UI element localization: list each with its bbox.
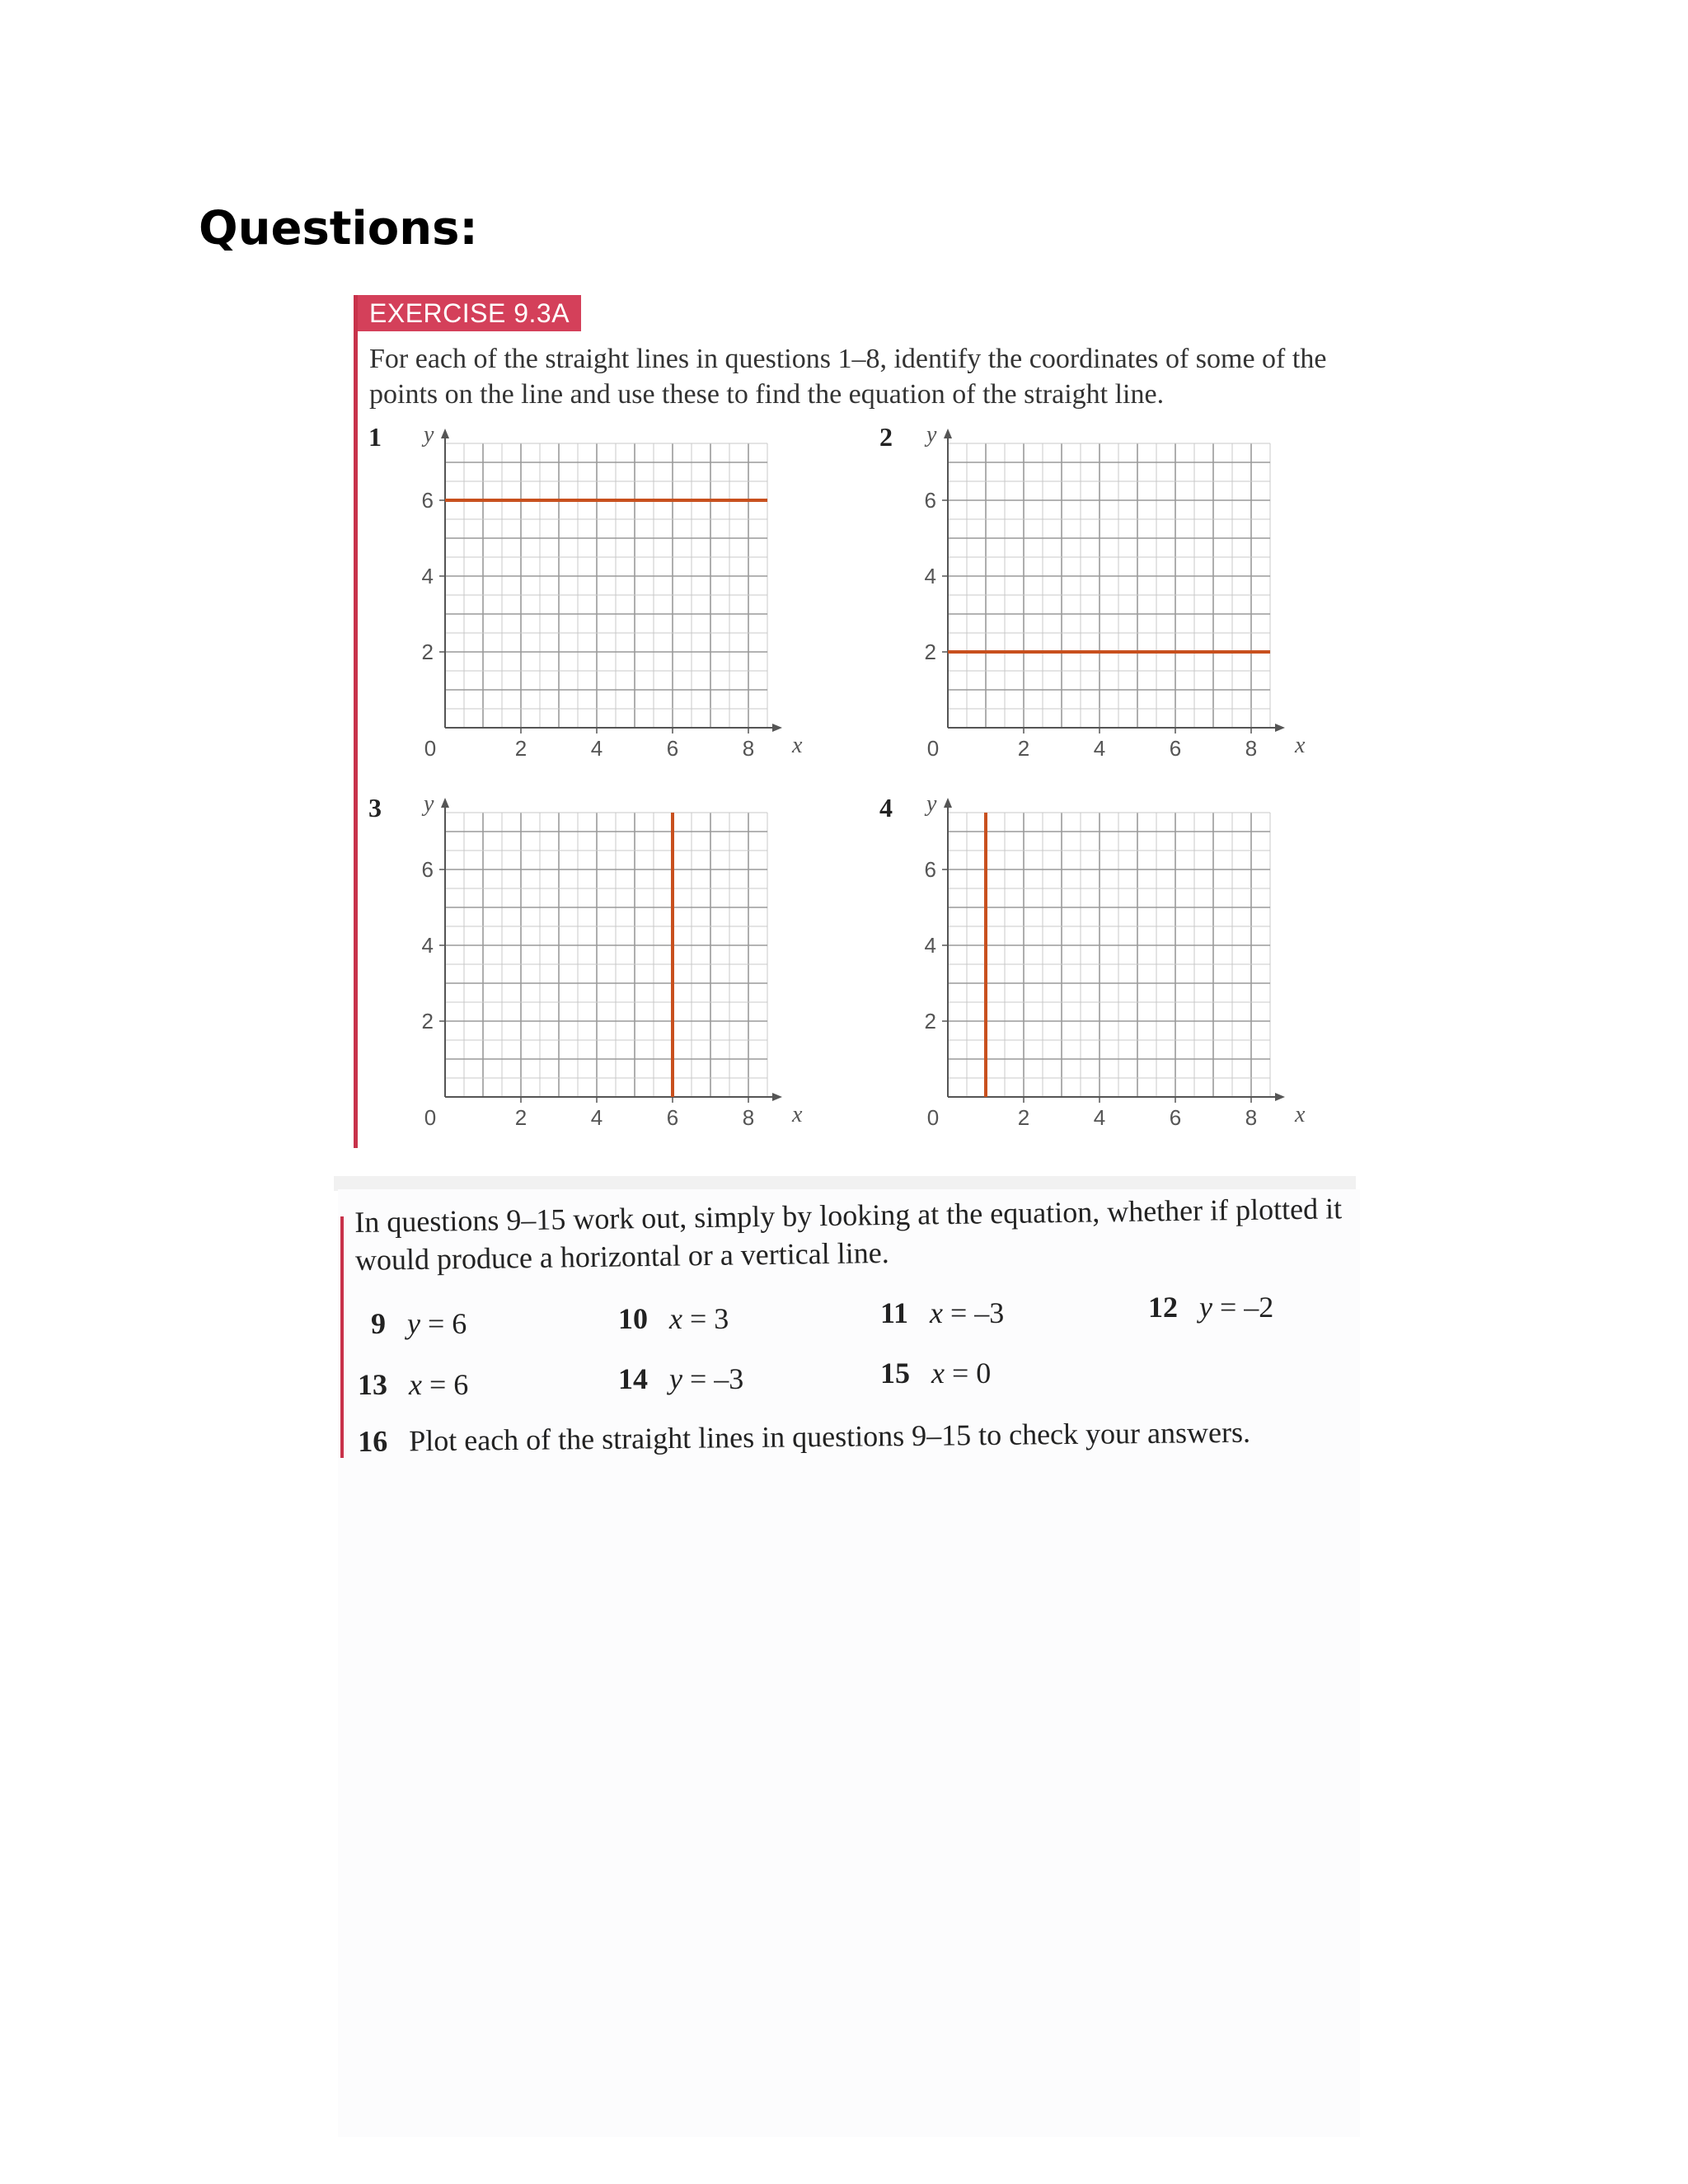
y-tick-label: 2: [924, 1009, 936, 1033]
equation-value: = 0: [944, 1357, 992, 1390]
question-number: 10: [618, 1302, 648, 1335]
x-axis-arrow: [1275, 1093, 1285, 1101]
equation-variable: y: [1199, 1291, 1212, 1324]
question-number-1: 1: [368, 422, 382, 452]
y-axis-label: y: [424, 791, 434, 817]
x-axis-arrow: [1275, 724, 1285, 732]
x-tick-label: 4: [1093, 1105, 1106, 1130]
equation-value: = –3: [682, 1362, 744, 1395]
x-axis-label: x: [1295, 733, 1306, 758]
y-tick-label: 4: [421, 564, 434, 588]
equation-variable: x: [931, 1357, 945, 1390]
x-tick-label: 6: [1169, 1105, 1182, 1130]
equation-variable: y: [669, 1362, 682, 1395]
equation-value: = 3: [682, 1302, 729, 1335]
x-tick-label: 0: [424, 1105, 437, 1130]
equation-variable: x: [930, 1296, 943, 1329]
question-13: [358, 1367, 468, 1402]
question-9: [371, 1306, 467, 1341]
equation-variable: x: [669, 1302, 682, 1335]
y-axis-arrow: [944, 798, 952, 808]
x-tick-label: 2: [1017, 736, 1030, 761]
equation-variable: x: [409, 1368, 422, 1401]
x-tick-label: 2: [514, 736, 528, 761]
x-tick-label: 6: [666, 736, 679, 761]
question-10: [618, 1301, 729, 1336]
x-tick-label: 4: [1093, 736, 1106, 761]
question-number-2: 2: [879, 422, 893, 452]
x-tick-label: 2: [1017, 1105, 1030, 1130]
x-tick-label: 0: [424, 736, 437, 761]
question-11: [880, 1296, 1004, 1330]
question-15: [880, 1356, 991, 1390]
question-number: 16: [358, 1424, 388, 1458]
graph-question-2: [882, 419, 1327, 765]
graph-question-3: [379, 788, 824, 1134]
y-tick-label: 6: [924, 857, 936, 882]
exercise-intro: For each of the straight lines in questions 1–8, identify the coordinates of some of the points on the line and use these to find the equation of the straight line.: [369, 344, 1327, 410]
y-tick-label: 4: [924, 564, 936, 588]
question-text: Plot each of the straight lines in questions 9–15 to check your answers.: [409, 1415, 1251, 1458]
question-number-3: 3: [368, 793, 382, 823]
question-number: 11: [880, 1296, 909, 1329]
y-tick-label: 2: [421, 640, 434, 664]
graph-question-1: [379, 419, 824, 765]
x-tick-label: 8: [742, 736, 755, 761]
second-accent-bar: [340, 1216, 344, 1458]
equation-variable: y: [407, 1307, 420, 1340]
x-tick-label: 6: [666, 1105, 679, 1130]
question-number-4: 4: [879, 793, 893, 823]
question-number: 12: [1148, 1291, 1178, 1324]
x-tick-label: 4: [590, 1105, 603, 1130]
x-tick-label: 2: [514, 1105, 528, 1130]
x-axis-arrow: [772, 724, 782, 732]
equation-value: = –3: [943, 1296, 1005, 1329]
graph-question-4: [882, 788, 1327, 1134]
equation-value: = 6: [420, 1307, 467, 1340]
x-tick-label: 8: [1245, 736, 1258, 761]
x-axis-label: x: [792, 733, 803, 758]
equation-value: = –2: [1212, 1291, 1274, 1324]
exercise-accent-bar: [354, 295, 358, 1148]
y-axis-label: y: [926, 422, 937, 448]
y-tick-label: 2: [421, 1009, 434, 1033]
page-heading: Questions:: [199, 202, 478, 255]
y-axis-label: y: [926, 791, 937, 817]
y-axis-arrow: [441, 798, 449, 808]
part2-intro: In questions 9–15 work out, simply by looking at the equation, whether if plotted it would produce a horizontal or a vertical line.: [354, 1192, 1343, 1277]
y-axis-label: y: [424, 422, 434, 448]
x-axis-arrow: [772, 1093, 782, 1101]
x-tick-label: 0: [926, 736, 940, 761]
x-tick-label: 8: [742, 1105, 755, 1130]
question-number: 15: [880, 1357, 910, 1390]
y-axis-arrow: [441, 429, 449, 438]
equation-value: = 6: [421, 1368, 469, 1401]
x-tick-label: 6: [1169, 736, 1182, 761]
question-number: 14: [618, 1362, 648, 1395]
second-excerpt: [338, 1189, 1360, 2137]
x-axis-label: x: [1295, 1102, 1306, 1127]
y-axis-arrow: [944, 429, 952, 438]
x-axis-label: x: [792, 1102, 803, 1127]
exercise-tag: EXERCISE 9.3A: [358, 295, 581, 331]
question-number: 13: [358, 1368, 387, 1401]
y-tick-label: 6: [421, 857, 434, 882]
x-tick-label: 4: [590, 736, 603, 761]
y-tick-label: 6: [924, 488, 936, 513]
y-tick-label: 4: [421, 933, 434, 958]
y-tick-label: 6: [421, 488, 434, 513]
x-tick-label: 0: [926, 1105, 940, 1130]
question-12: [1148, 1290, 1273, 1324]
question-14: [618, 1361, 743, 1396]
y-tick-label: 4: [924, 933, 936, 958]
question-number: 9: [371, 1307, 386, 1340]
y-tick-label: 2: [924, 640, 936, 664]
x-tick-label: 8: [1245, 1105, 1258, 1130]
